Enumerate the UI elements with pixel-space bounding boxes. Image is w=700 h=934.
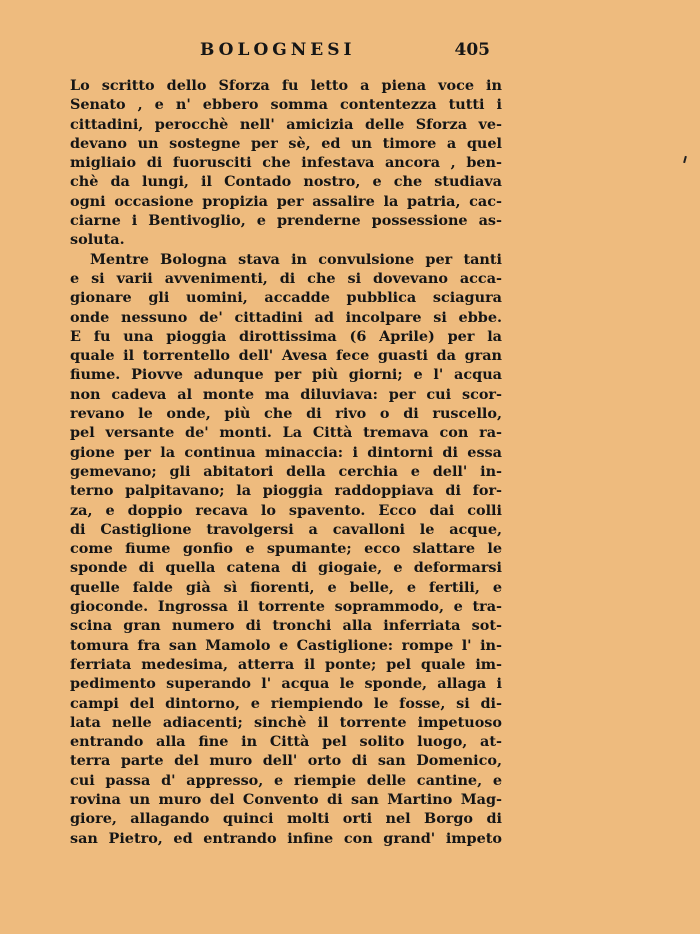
running-head — [70, 40, 490, 66]
text-line: lata nelle adiacenti; sinchè il torrente impetuoso — [70, 713, 502, 731]
text-line: campi del dintorno, e riempiendo le fosse, si di- — [70, 694, 502, 712]
text-line: non cadeva al monte ma diluviava: per cui scor- — [70, 385, 502, 403]
text-line: cittadini, perocchè nell' amicizia delle Sforza ve- — [70, 115, 502, 133]
text-line: ferriata medesima, atterra il ponte; pel quale im- — [70, 655, 502, 673]
text-line: terno palpitavano; la pioggia raddoppiava di for- — [70, 482, 502, 500]
page-number: 405 — [454, 40, 490, 60]
text-line: giore, allagando quinci molti orti nel Borgo di — [70, 810, 502, 828]
body-text — [70, 76, 502, 848]
text-line: entrando alla fine in Città pel solito luogo, at- — [70, 733, 502, 751]
text-line: scina gran numero di tronchi alla inferriata sot- — [70, 617, 502, 635]
text-line: migliaio di fuorusciti che infestava ancora , ben- — [70, 154, 502, 172]
text-line: pel versante de' monti. La Città tremava con ra- — [70, 424, 502, 442]
text-line: gioconde. Ingrossa il torrente soprammodo, e tra- — [70, 598, 502, 616]
text-line: san Pietro, ed entrando infine con grand' impeto — [70, 829, 502, 847]
text-line: gemevano; gli abitatori della cerchia e dell' in- — [70, 462, 502, 480]
text-line: Senato , e n' ebbero somma contentezza tutti i — [70, 96, 502, 114]
text-line: come fiume gonfio e spumante; ecco slattare le — [70, 540, 502, 558]
text-line: gionare gli uomini, accadde pubblica sciagura — [70, 289, 502, 307]
text-line: onde nessuno de' cittadini ad incolpare si ebbe. — [70, 308, 502, 326]
ink-speck — [683, 156, 687, 163]
text-line: cui passa d' appresso, e riempie delle cantine, e — [70, 771, 502, 789]
text-line: ogni occasione propizia per assalire la patria, cac- — [70, 192, 502, 210]
text-line: pedimento superando l' acqua le sponde, allaga i — [70, 675, 502, 693]
text-line: rovina un muro del Convento di san Martino Mag- — [70, 790, 502, 808]
text-line: gione per la continua minaccia: i dintorni di essa — [70, 443, 502, 461]
text-line: terra parte del muro dell' orto di san Domenico, — [70, 752, 502, 770]
text-line: quale il torrentello dell' Avesa fece guasti da gran — [70, 347, 502, 365]
text-line: tomura fra san Mamolo e Castiglione: rompe l' in- — [70, 636, 502, 654]
text-line: ciarne i Bentivoglio, e prenderne possessione as- — [70, 212, 502, 230]
text-line: soluta. — [70, 231, 125, 249]
paragraph-1 — [70, 76, 502, 250]
text-line: E fu una pioggia dirottissima (6 Aprile) per la — [70, 327, 502, 345]
text-line: chè da lungi, il Contado nostro, e che studiava — [70, 173, 502, 191]
text-line: fiume. Piovve adunque per più giorni; e l' acqua — [70, 366, 502, 384]
text-line: revano le onde, più che di rivo o di ruscello, — [70, 405, 502, 423]
text-line: Lo scritto dello Sforza fu letto a piena voce in — [70, 77, 502, 94]
text-line: e si varii avvenimenti, di che si dovevano acca- — [70, 269, 502, 287]
text-line: Mentre Bologna stava in convulsione per tanti — [90, 250, 502, 268]
text-line: za, e doppio recava lo spavento. Ecco dai colli — [70, 501, 502, 519]
text-line: devano un sostegne per sè, ed un timore a quel — [70, 134, 502, 152]
text-line: di Castiglione travolgersi a cavalloni le acque, — [70, 520, 502, 538]
text-line: sponde di quella catena di giogaie, e deformarsi — [70, 559, 502, 577]
running-head-title: BOLOGNESI — [200, 40, 356, 60]
paragraph-2 — [70, 250, 502, 848]
text-line: quelle falde già sì fiorenti, e belle, e fertili, e — [70, 578, 502, 596]
